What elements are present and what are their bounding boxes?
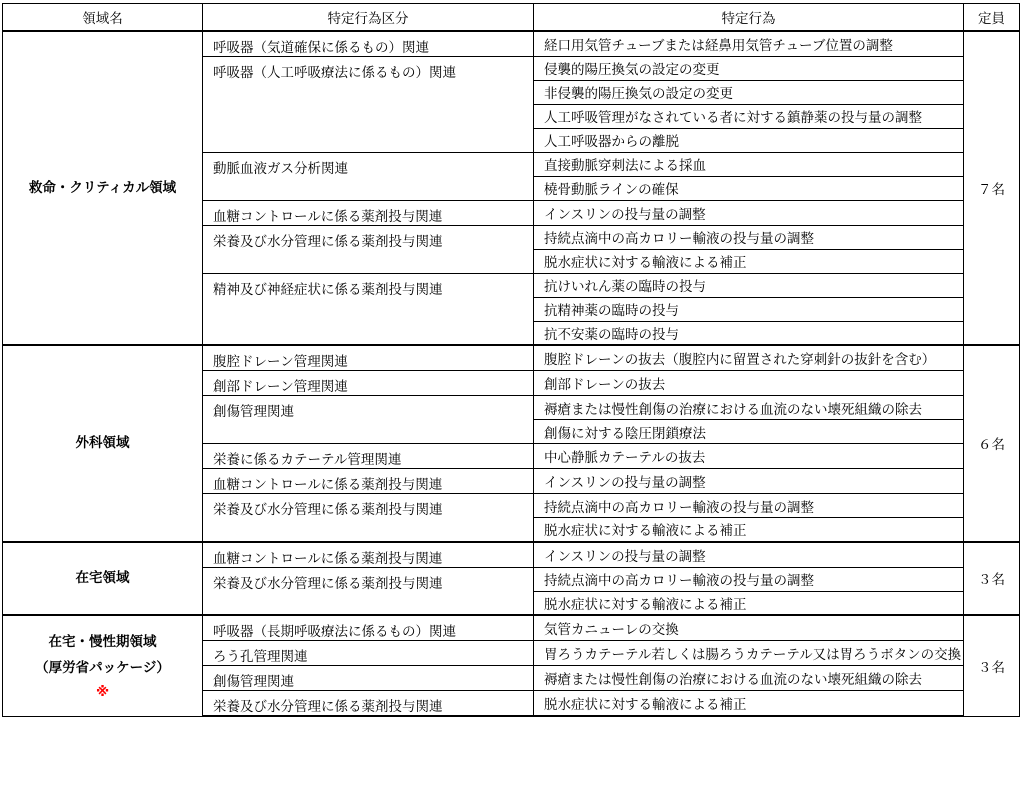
action-cell: 侵襲的陽圧換気の設定の変更 xyxy=(534,56,964,80)
area-name: 救命・クリティカル領域 xyxy=(28,179,177,196)
action-cell: 抗精神薬の臨時の投与 xyxy=(534,297,964,321)
category-cell: 栄養及び水分管理に係る薬剤投与関連 xyxy=(203,691,534,717)
action-cell: 褥瘡または慢性創傷の治療における血流のない壊死組織の除去 xyxy=(534,396,964,420)
header-category: 特定行為区分 xyxy=(203,4,534,31)
action-cell: インスリンの投与量の調整 xyxy=(534,542,964,568)
action-cell: インスリンの投与量の調整 xyxy=(534,469,964,494)
area-name-cell xyxy=(3,542,203,616)
category-cell: 腹腔ドレーン管理関連 xyxy=(203,345,534,371)
action-cell: 抗不安薬の臨時の投与 xyxy=(534,321,964,345)
category-cell: 動脈血液ガス分析関連 xyxy=(203,152,534,200)
header-row xyxy=(3,4,1020,31)
header-action: 特定行為 xyxy=(534,4,964,31)
category-cell: 血糖コントロールに係る薬剤投与関連 xyxy=(203,200,534,225)
capacity-cell: ３名 xyxy=(964,542,1020,616)
action-cell: 持続点滴中の高カロリー輸液の投与量の調整 xyxy=(534,225,964,249)
capacity-cell: ７名 xyxy=(964,31,1020,346)
action-cell: 人工呼吸管理がなされている者に対する鎮静薬の投与量の調整 xyxy=(534,104,964,128)
table-body xyxy=(3,31,1020,717)
category-cell: 栄養に係るカテーテル管理関連 xyxy=(203,444,534,469)
area-name-cell xyxy=(3,615,203,716)
header-capacity: 定員 xyxy=(964,4,1020,31)
category-cell: ろう孔管理関連 xyxy=(203,641,534,666)
area-name: 外科領域 xyxy=(75,435,130,452)
table-row xyxy=(3,31,1020,57)
header-area: 領域名 xyxy=(3,4,203,31)
note-mark: ※ xyxy=(95,683,110,700)
category-cell: 創傷管理関連 xyxy=(203,396,534,444)
action-cell: 人工呼吸器からの離脱 xyxy=(534,128,964,152)
action-cell: インスリンの投与量の調整 xyxy=(534,200,964,225)
table-row xyxy=(3,615,1020,641)
action-cell: 脱水症状に対する輸液による補正 xyxy=(534,691,964,717)
category-cell: 呼吸器（長期呼吸療法に係るもの）関連 xyxy=(203,615,534,641)
category-cell: 呼吸器（人工呼吸療法に係るもの）関連 xyxy=(203,56,534,152)
action-cell: 経口用気管チューブまたは経鼻用気管チューブ位置の調整 xyxy=(534,31,964,57)
table-row xyxy=(3,542,1020,568)
capacity-cell: ６名 xyxy=(964,345,1020,542)
action-cell: 胃ろうカテーテル若しくは腸ろうカテーテル又は胃ろうボタンの交換 xyxy=(534,641,964,666)
action-cell: 脱水症状に対する輸液による補正 xyxy=(534,591,964,615)
category-cell: 創傷管理関連 xyxy=(203,666,534,691)
category-cell: 血糖コントロールに係る薬剤投与関連 xyxy=(203,469,534,494)
action-cell: 持続点滴中の高カロリー輸液の投与量の調整 xyxy=(534,494,964,518)
action-cell: 非侵襲的陽圧換気の設定の変更 xyxy=(534,80,964,104)
area-name-cell xyxy=(3,31,203,346)
category-cell: 創部ドレーン管理関連 xyxy=(203,371,534,396)
action-cell: 腹腔ドレーンの抜去（腹腔内に留置された穿刺針の抜針を含む） xyxy=(534,345,964,371)
action-cell: 持続点滴中の高カロリー輸液の投与量の調整 xyxy=(534,567,964,591)
action-cell: 抗けいれん薬の臨時の投与 xyxy=(534,273,964,297)
category-cell: 栄養及び水分管理に係る薬剤投与関連 xyxy=(203,494,534,542)
action-cell: 直接動脈穿刺法による採血 xyxy=(534,152,964,176)
table-row xyxy=(3,345,1020,371)
training-areas-table xyxy=(2,3,1020,717)
category-cell: 精神及び神経症状に係る薬剤投与関連 xyxy=(203,273,534,345)
category-cell: 血糖コントロールに係る薬剤投与関連 xyxy=(203,542,534,568)
area-name: 在宅領域 xyxy=(75,570,130,587)
action-cell: 脱水症状に対する輸液による補正 xyxy=(534,518,964,542)
area-name-cell xyxy=(3,345,203,542)
action-cell: 橈骨動脈ラインの確保 xyxy=(534,176,964,200)
category-cell: 栄養及び水分管理に係る薬剤投与関連 xyxy=(203,567,534,615)
action-cell: 創部ドレーンの抜去 xyxy=(534,371,964,396)
capacity-cell: ３名 xyxy=(964,615,1020,716)
area-subtitle: （厚労省パッケージ） xyxy=(35,659,170,676)
action-cell: 褥瘡または慢性創傷の治療における血流のない壊死組織の除去 xyxy=(534,666,964,691)
action-cell: 気管カニューレの交換 xyxy=(534,615,964,641)
category-cell: 呼吸器（気道確保に係るもの）関連 xyxy=(203,31,534,57)
area-name: 在宅・慢性期領域 xyxy=(48,633,157,650)
action-cell: 脱水症状に対する輸液による補正 xyxy=(534,249,964,273)
action-cell: 創傷に対する陰圧閉鎖療法 xyxy=(534,420,964,444)
action-cell: 中心静脈カテーテルの抜去 xyxy=(534,444,964,469)
category-cell: 栄養及び水分管理に係る薬剤投与関連 xyxy=(203,225,534,273)
